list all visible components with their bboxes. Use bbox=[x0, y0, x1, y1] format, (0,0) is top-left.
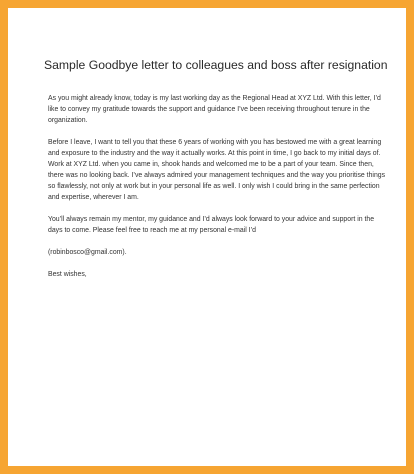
paragraph-intro: As you might already know, today is my last working day as the Regional Head at XYZ Ltd. With this letter, I’d like to convey my gratitude towards the support and guidance I’ve been receiving throughout tenure in the organization. bbox=[48, 95, 381, 124]
letter-page bbox=[8, 8, 406, 466]
letter-body bbox=[48, 93, 388, 291]
paragraph-experience: Before I leave, I want to tell you that these 6 years of working with you has bestowed me with a great learning and exposure to the industry and the way it actually works. At this point in time, I go back to my initial days of. Work at XYZ Ltd. when you came in, shook hands and welcomed me to be a part of your team. Since then, there was no looking back. I’ve always admired your management techniques and the way you prioritise things so flawlessly, not only at work but in your personal life as well. I only wish I could bring in the same perfection and expertise, wherever I am. bbox=[48, 139, 386, 201]
paragraph-signoff: Best wishes, bbox=[48, 271, 87, 278]
paragraph-email: (robinbosco@gmail.com). bbox=[48, 249, 127, 256]
paragraph-mentor: You’ll always remain my mentor, my guidance and I’d always look forward to your advice and support in the days to come. Please feel free to reach me at my personal e-mail I’d bbox=[48, 216, 375, 234]
letter-title: Sample Goodbye letter to colleagues and boss after resignation bbox=[44, 58, 388, 72]
